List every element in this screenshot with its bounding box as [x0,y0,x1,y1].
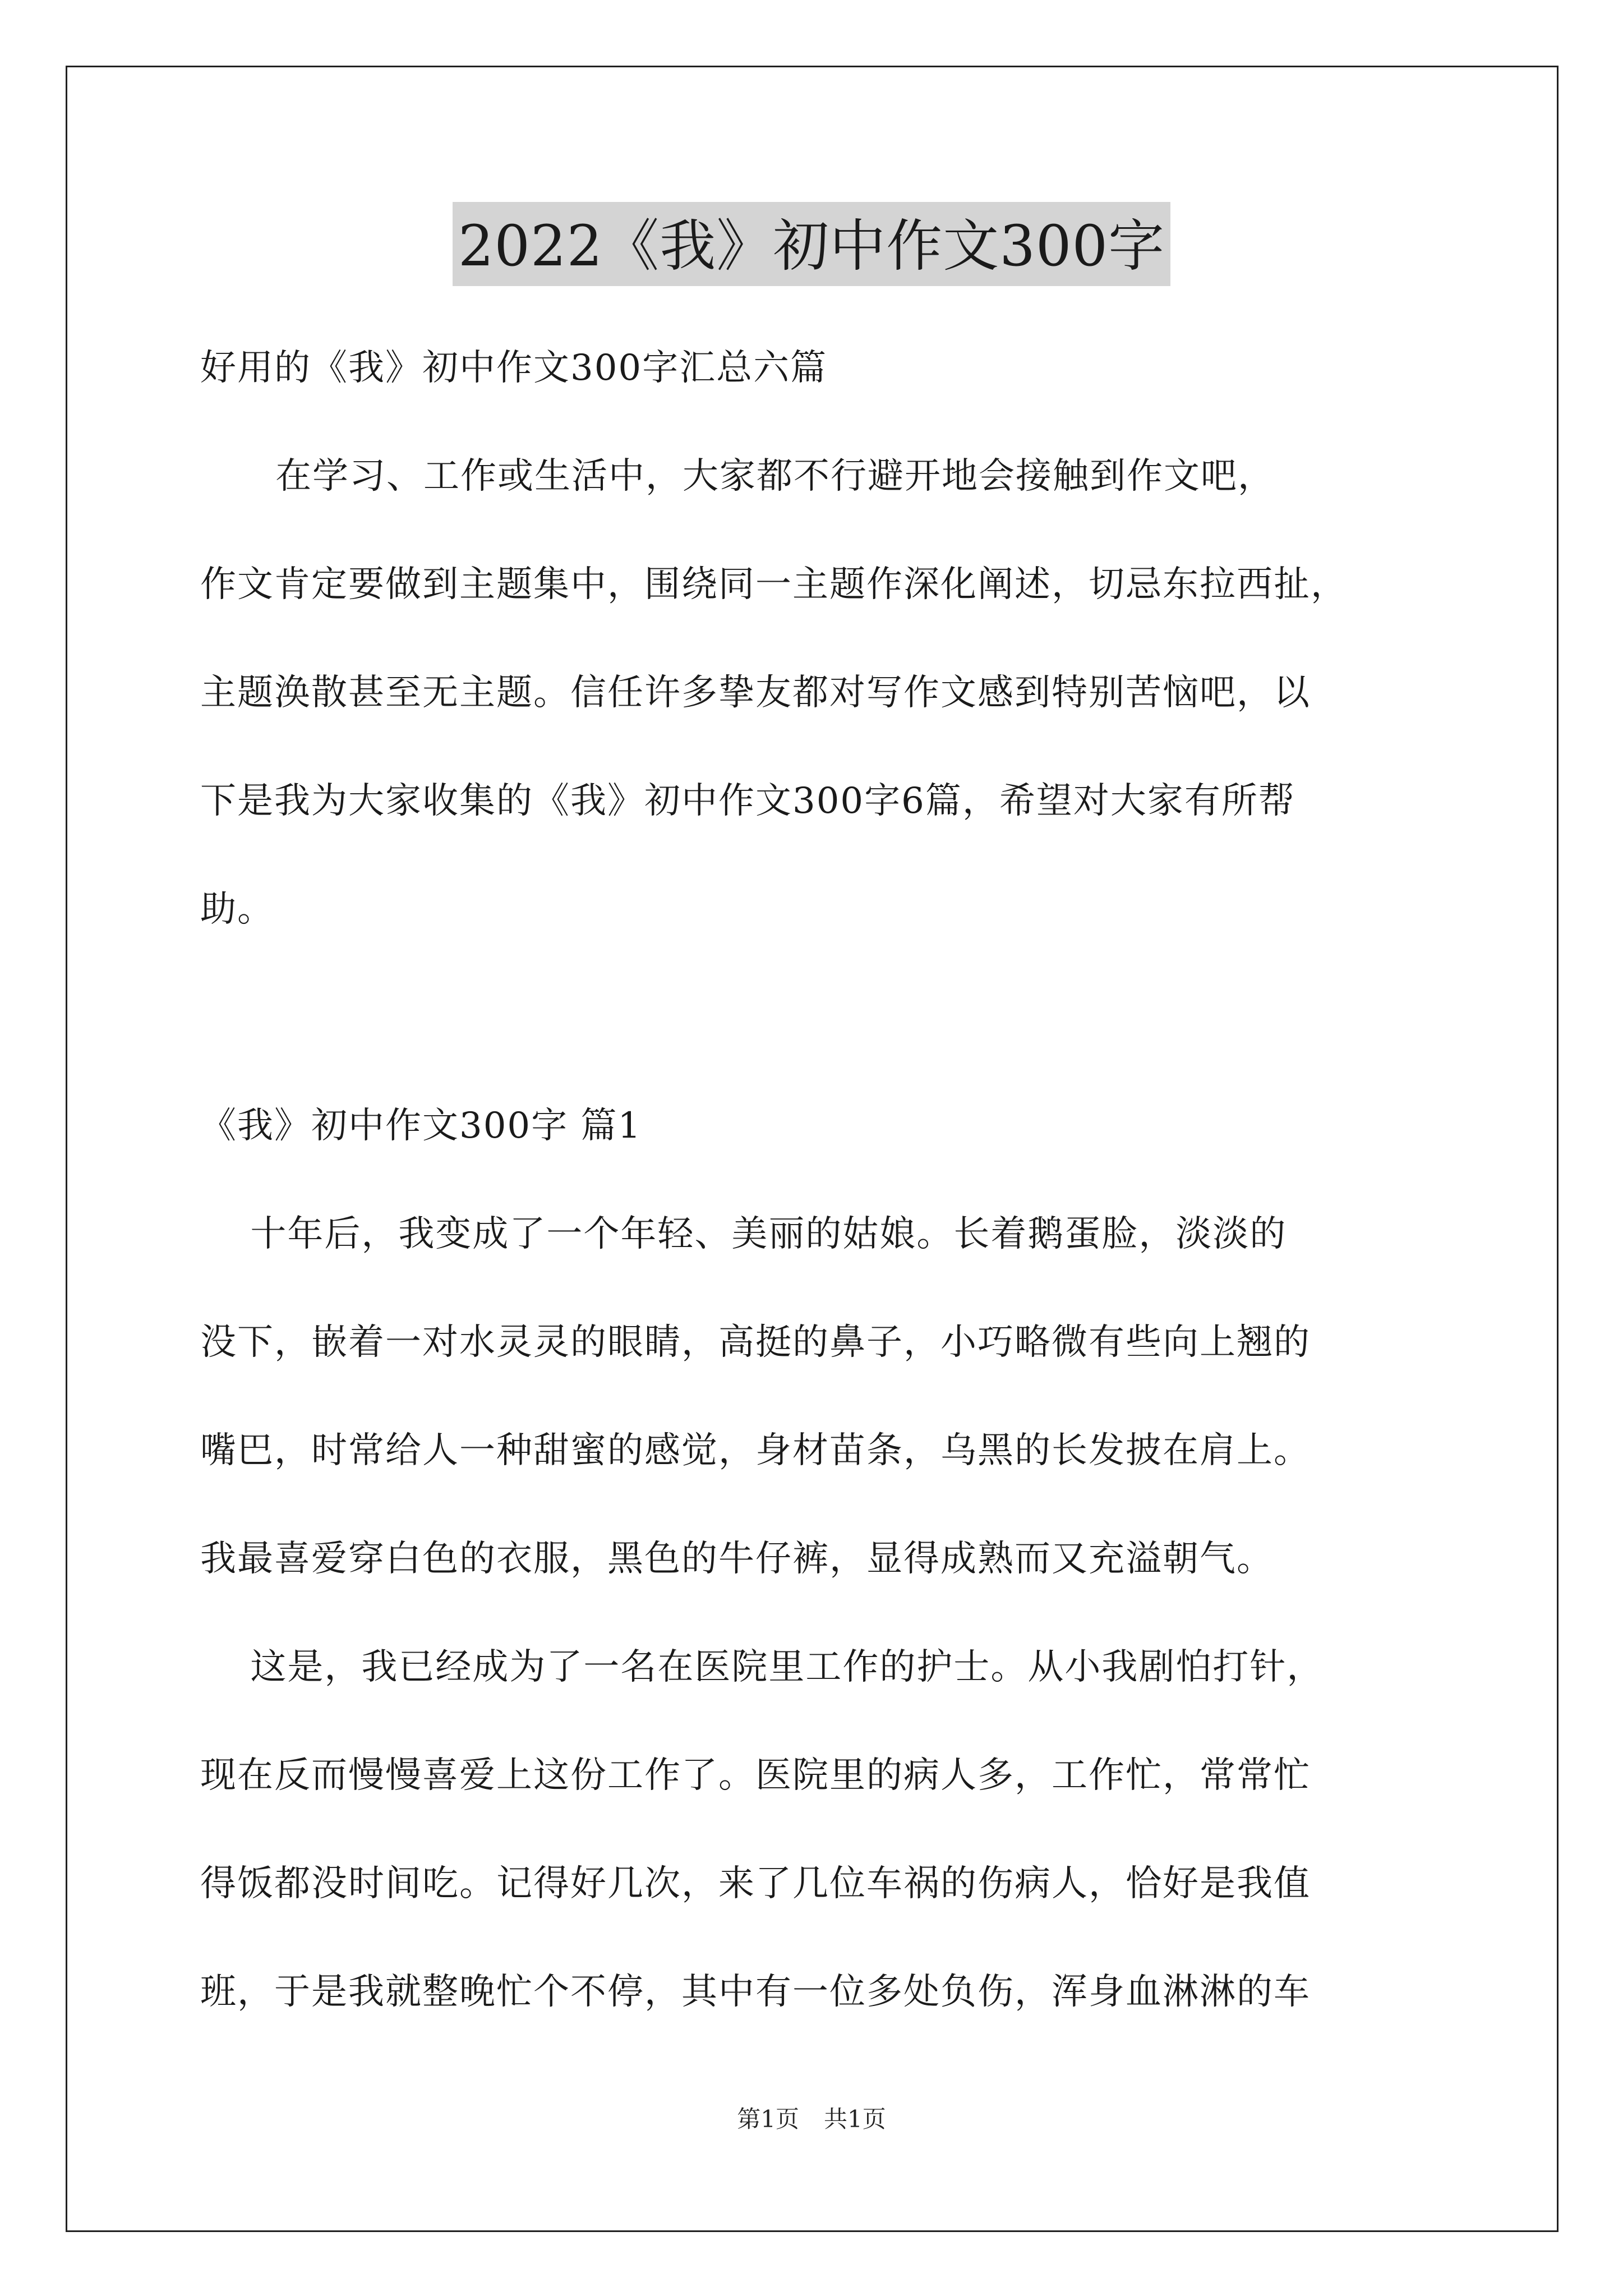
body-line: 我最喜爱穿白色的衣服，黑色的牛仔裤，显得成熟而又充溢朝气。 [200,1538,1274,1580]
intro-line: 助。 [200,889,274,930]
body-line: 嘴巴，时常给人一种甜蜜的感觉，身材苗条，乌黑的长发披在肩上。 [200,1430,1311,1471]
section-heading: 《我》初中作文300字 篇1 [200,1105,642,1147]
intro-line: 作文肯定要做到主题集中，围绕同一主题作深化阐述，切忌东拉西扯， [200,564,1348,605]
intro-line: 下是我为大家收集的《我》初中作文300字6篇，希望对大家有所帮 [200,780,1295,822]
body-line: 现在反而慢慢喜爱上这份工作了。医院里的病人多，工作忙，常常忙 [200,1755,1311,1796]
body-line: 班，于是我就整晚忙个不停，其中有一位多处负伤，浑身血淋淋的车 [200,1971,1311,2013]
body-line: 得饭都没时间吃。记得好几次，来了几位车祸的伤病人，恰好是我值 [200,1863,1311,1904]
document-body [200,314,1445,2046]
intro-paragraph [200,422,1445,964]
body-line: 没下，嵌着一对水灵灵的眼睛，高挺的鼻子，小巧略微有些向上翘的 [200,1322,1311,1363]
essay-body [200,1180,1445,2046]
title-container [0,202,1623,286]
body-line: 这是，我已经成为了一名在医院里工作的护士。从小我剧怕打针， [200,1646,1324,1688]
page-number: 第1页 [737,2105,799,2133]
body-line: 十年后，我变成了一个年轻、美丽的姑娘。长着鹅蛋脸，淡淡的 [200,1213,1287,1255]
document-subtitle: 好用的《我》初中作文300字汇总六篇 [200,347,828,389]
page-footer [0,2102,1623,2136]
document-title: 2022《我》初中作文300字 [453,202,1170,286]
page-total: 共1页 [824,2105,886,2133]
intro-line: 在学习、工作或生活中，大家都不行避开地会接触到作文吧， [200,455,1275,497]
spacer [200,964,1445,1072]
intro-line: 主题涣散甚至无主题。信任许多挚友都对写作文感到特别苦恼吧，以 [200,672,1311,714]
